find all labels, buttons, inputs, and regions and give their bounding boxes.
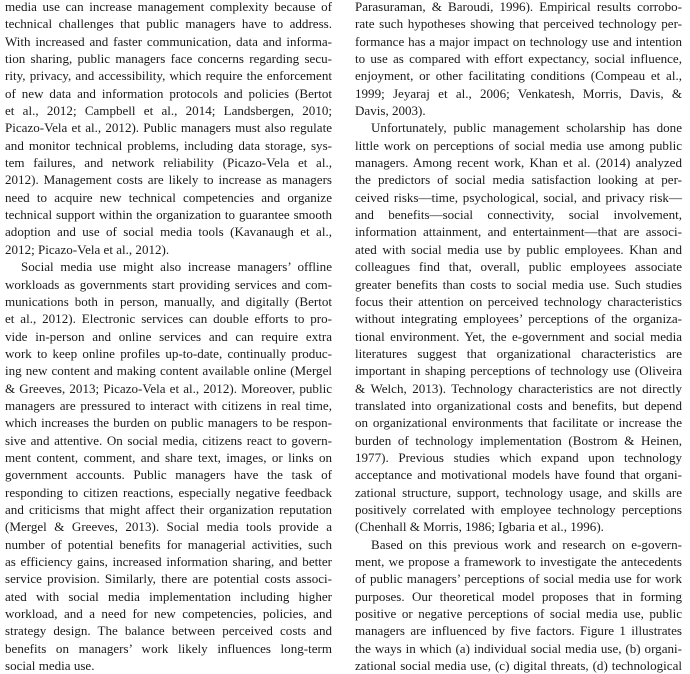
text-line: rity, privacy, and accessibility, which require the enforcement: [5, 68, 332, 84]
text-line: workload, and a need for new competencies, policies, and: [5, 606, 332, 622]
right-text-column: [355, 0, 682, 674]
text-line: Unfortunately, public management scholarship has done: [371, 120, 682, 136]
text-line: social media use.: [5, 658, 95, 674]
text-line: which increases the burden on public managers to be respon-: [5, 415, 332, 431]
text-line: vide in-person and online services and can require extra: [5, 328, 332, 344]
text-line: ceived risks—time, psychological, social, and privacy risk—: [355, 189, 682, 205]
text-line: formance has a major impact on technology use and intention: [355, 33, 682, 49]
text-line: positive or negative perceptions of social media use, public: [355, 606, 682, 622]
text-line: translated into organizational costs and benefits, but depend: [355, 397, 682, 413]
text-line: responding to citizen reactions, especially negative feedback: [5, 484, 332, 500]
text-line: managers are pressured to interact with citizens in real time,: [5, 397, 332, 413]
text-line: 1999; Jeyaraj et al., 2006; Venkatesh, Morris, Davis, &: [355, 85, 682, 101]
text-line: With increased and faster communication, data and informa-: [5, 33, 332, 49]
text-line: the predictors of social media satisfaction looking at per-: [355, 172, 682, 188]
text-line: and criticisms that might affect their organization reputation: [5, 501, 332, 517]
text-line: Parasuraman, & Baroudi, 1996). Empirical results corrobo-: [355, 0, 682, 14]
text-line: Picazo-Vela et al., 2012). Public managers must also regulate: [5, 120, 332, 136]
text-line: service provision. Similarly, there are potential costs associ-: [5, 571, 332, 587]
left-text-column: [5, 0, 332, 674]
text-line: focus their attention on perceived technology characteristics: [355, 293, 682, 309]
text-line: & Welch, 2013). Technology characteristics are not directly: [355, 380, 682, 396]
text-line: tem failures, and network reliability (Picazo-Vela et al.,: [5, 155, 332, 171]
text-line: rate such hypotheses showing that perceived technology per-: [355, 16, 682, 32]
text-line: as efficiency gains, increased information sharing, and better: [5, 554, 332, 569]
text-line: & Greeves, 2013; Picazo-Vela et al., 2012). Moreover, public: [5, 380, 332, 396]
text-line: et al., 2012). Electronic services can double efforts to pro-: [5, 311, 332, 327]
text-line: purposes. Our theoretical model proposes that in forming: [355, 588, 682, 604]
text-line: and benefits—social connectivity, social involvement,: [355, 207, 682, 223]
text-line: and monitor technical problems, including data storage, sys-: [5, 137, 332, 153]
text-line: et al., 2012; Campbell et al., 2014; Landsbergen, 2010;: [5, 103, 332, 119]
text-line: without integrating employees’ perceptions of the organiza-: [355, 311, 682, 327]
text-line: tion sharing, public managers face concerns regarding secu-: [5, 51, 332, 67]
text-line: number of potential benefits for managerial activities, such: [5, 536, 332, 552]
text-line: Social media use might also increase managers’ offline: [21, 259, 332, 275]
text-line: tional environment. Yet, the e-government and social media: [355, 328, 682, 344]
text-line: 2012; Picazo-Vela et al., 2012).: [5, 241, 170, 257]
text-line: to use as compared with effort expectancy, social influence,: [355, 51, 682, 67]
text-line: Based on this previous work and research on e-govern-: [371, 536, 682, 552]
text-line: ated with social media use by public employees. Khan and: [355, 241, 682, 257]
text-line: of public managers’ perceptions of social media use for work: [355, 571, 682, 587]
text-line: greater benefits than costs to social media use. Such studies: [355, 276, 682, 292]
text-line: (Chenhall & Morris, 1986; Igbaria et al., 1996).: [355, 519, 604, 535]
text-line: 1977). Previous studies which expand upon technology: [355, 449, 682, 465]
text-line: the ways in which (a) individual social media use, (b) organi-: [355, 640, 682, 656]
text-line: (Mergel & Greeves, 2013). Social media tools provide a: [5, 519, 332, 535]
text-line: Davis, 2003).: [355, 103, 426, 119]
text-line: technical support within the organization to guarantee smooth: [5, 207, 332, 223]
text-line: workloads as governments start providing services and com-: [5, 276, 332, 292]
text-line: information attainment, and entertainment—that are associ-: [355, 224, 682, 240]
text-line: ated with social media implementation including higher: [5, 588, 332, 604]
text-line: ment, we propose a framework to investigate the antecedents: [355, 554, 682, 569]
text-line: acceptance and motivational models have found that organi-: [355, 467, 682, 483]
text-line: important in shaping perceptions of technology use (Oliveira: [355, 363, 682, 379]
text-line: on organizational environments that facilitate or increase the: [355, 415, 682, 431]
text-line: strategy design. The balance between perceived costs and: [5, 623, 332, 639]
text-line: little work on perceptions of social media use among public: [355, 137, 682, 153]
text-line: burden of technology implementation (Bostrom & Heinen,: [355, 432, 682, 448]
text-line: zational structure, support, technology usage, and skills are: [355, 484, 682, 500]
text-line: colleagues find that, overall, public employees associate: [355, 259, 682, 275]
text-line: of new data and information protocols and policies (Bertot: [5, 85, 332, 101]
text-line: media use can increase management complexity because of: [5, 0, 332, 14]
text-line: government accounts. Public managers have the task of: [5, 467, 332, 483]
text-line: adoption and use of social media tools (Kavanaugh et al.,: [5, 224, 332, 240]
text-line: positively correlated with employee technology perceptions: [355, 501, 682, 517]
text-line: 2012). Management costs are likely to increase as managers: [5, 172, 332, 188]
text-line: munications both in person, manually, and digitally (Bertot: [5, 293, 332, 309]
text-line: ment content, comment, and share text, images, or links on: [5, 449, 332, 465]
text-line: technical challenges that public managers have to address.: [5, 16, 332, 32]
text-line: ing new content and making content available online (Mergel: [5, 363, 332, 379]
text-line: zational social media use, (c) digital threats, (d) technological: [355, 658, 682, 674]
text-line: managers are influenced by five factors. Figure 1 illustrates: [355, 623, 682, 639]
text-line: need to acquire new technical competencies and organize: [5, 189, 332, 205]
text-line: enjoyment, or other facilitating conditions (Compeau et al.,: [355, 68, 682, 84]
text-line: work to keep online profiles up-to-date, continually produc-: [5, 345, 332, 361]
text-line: sive and attentive. On social media, citizens react to govern-: [5, 432, 332, 448]
text-line: literatures suggest that organizational characteristics are: [355, 345, 682, 361]
text-line: managers. Among recent work, Khan et al. (2014) analyzed: [355, 155, 682, 171]
text-line: benefits on managers’ work likely influences long-term: [5, 640, 332, 656]
